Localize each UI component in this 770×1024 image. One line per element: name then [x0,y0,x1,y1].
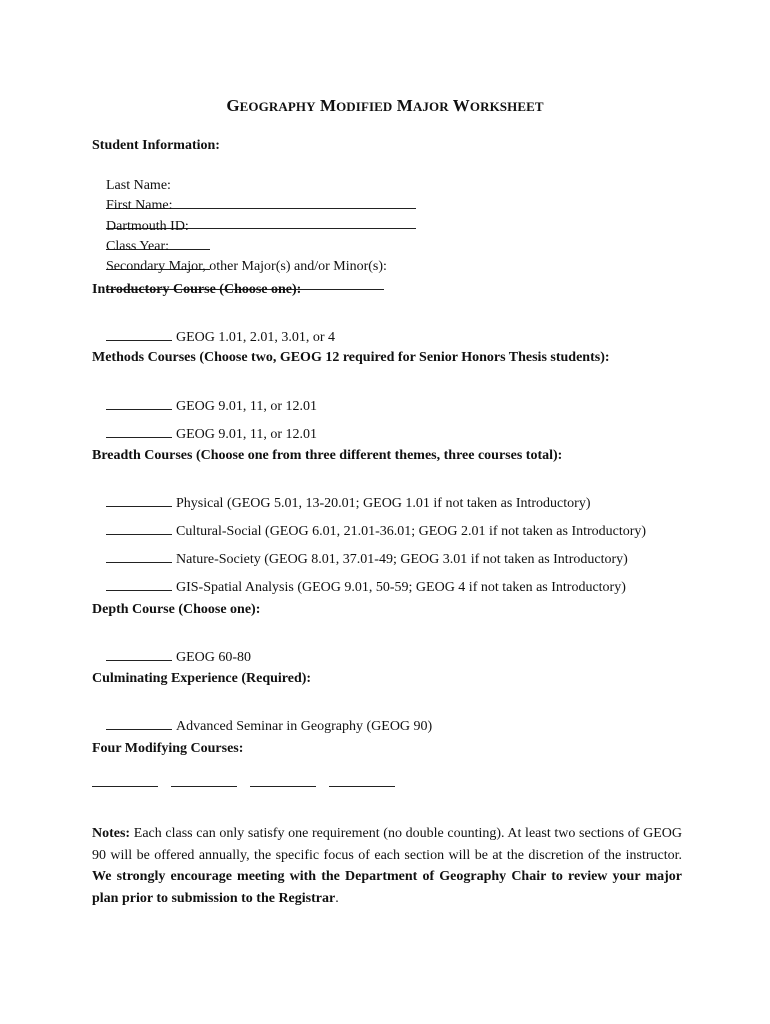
intro-item: GEOG 1.01, 2.01, 3.01, or 4 [92,308,335,368]
methods-blank-2[interactable] [106,425,172,438]
last-name-label: Last Name: [106,178,171,193]
breadth-blank-4[interactable] [106,578,172,591]
notes-end: . [335,890,339,906]
modifying-blank-2[interactable] [171,772,237,787]
modifying-blank-3[interactable] [250,772,316,787]
methods-heading: Methods Courses (Choose two, GEOG 12 required for Senior Honors Thesis students): [92,350,610,365]
breadth-item: Physical (GEOG 5.01, 13-20.01; GEOG 1.01 if not taken as Introductory) [92,474,590,534]
breadth-heading: Breadth Courses (Choose one from three different themes, three courses total): [92,448,563,463]
secondary-major-row [92,237,387,317]
modifying-blank-1[interactable] [92,772,158,787]
secondary-major-label: Secondary Major, other Major(s) and/or Minor(s): [106,259,387,274]
first-name-label: First Name: [106,198,173,213]
notes-text: Each class can only satisfy one requirement (no double counting). At least two sections of GEOG 90 will be offered annually, the specific focus of each section will be at the discretion of the instructor. [92,826,682,863]
modifying-blanks [92,772,408,792]
dartmouth-id-label: Dartmouth ID: [106,219,189,234]
intro-blank[interactable] [106,328,172,341]
notes-paragraph [92,823,682,909]
modifying-blank-4[interactable] [329,772,395,787]
student-info-heading: Student Information: [92,138,220,153]
methods-item: GEOG 9.01, 11, or 12.01 [92,405,317,465]
page-title: GEOGRAPHY MODIFIED MAJOR WORKSHEET [226,96,544,115]
culminating-blank[interactable] [106,717,172,730]
culminating-item: Advanced Seminar in Geography (GEOG 90) [92,697,432,757]
methods-item: GEOG 9.01, 11, or 12.01 [92,377,317,437]
depth-blank[interactable] [106,648,172,661]
depth-heading: Depth Course (Choose one): [92,602,261,617]
modifying-heading: Four Modifying Courses: [92,741,244,756]
intro-heading: Introductory Course (Choose one): [92,282,302,297]
breadth-item: Cultural-Social (GEOG 6.01, 21.01-36.01; GEOG 2.01 if not taken as Introductory) [92,502,646,562]
notes-label: Notes: [92,826,131,841]
notes-emphasis: We strongly encourage meeting with the Department of Geography Chair to review your major plan prior to submission to the Registrar [92,869,682,906]
culminating-heading: Culminating Experience (Required): [92,671,312,686]
breadth-item: Nature-Society (GEOG 8.01, 37.01-49; GEOG 3.01 if not taken as Introductory) [92,530,628,590]
depth-item: GEOG 60-80 [92,628,251,688]
class-year-label: Class Year: [106,239,170,254]
breadth-item: GIS-Spatial Analysis (GEOG 9.01, 50-59; GEOG 4 if not taken as Introductory) [92,558,626,618]
